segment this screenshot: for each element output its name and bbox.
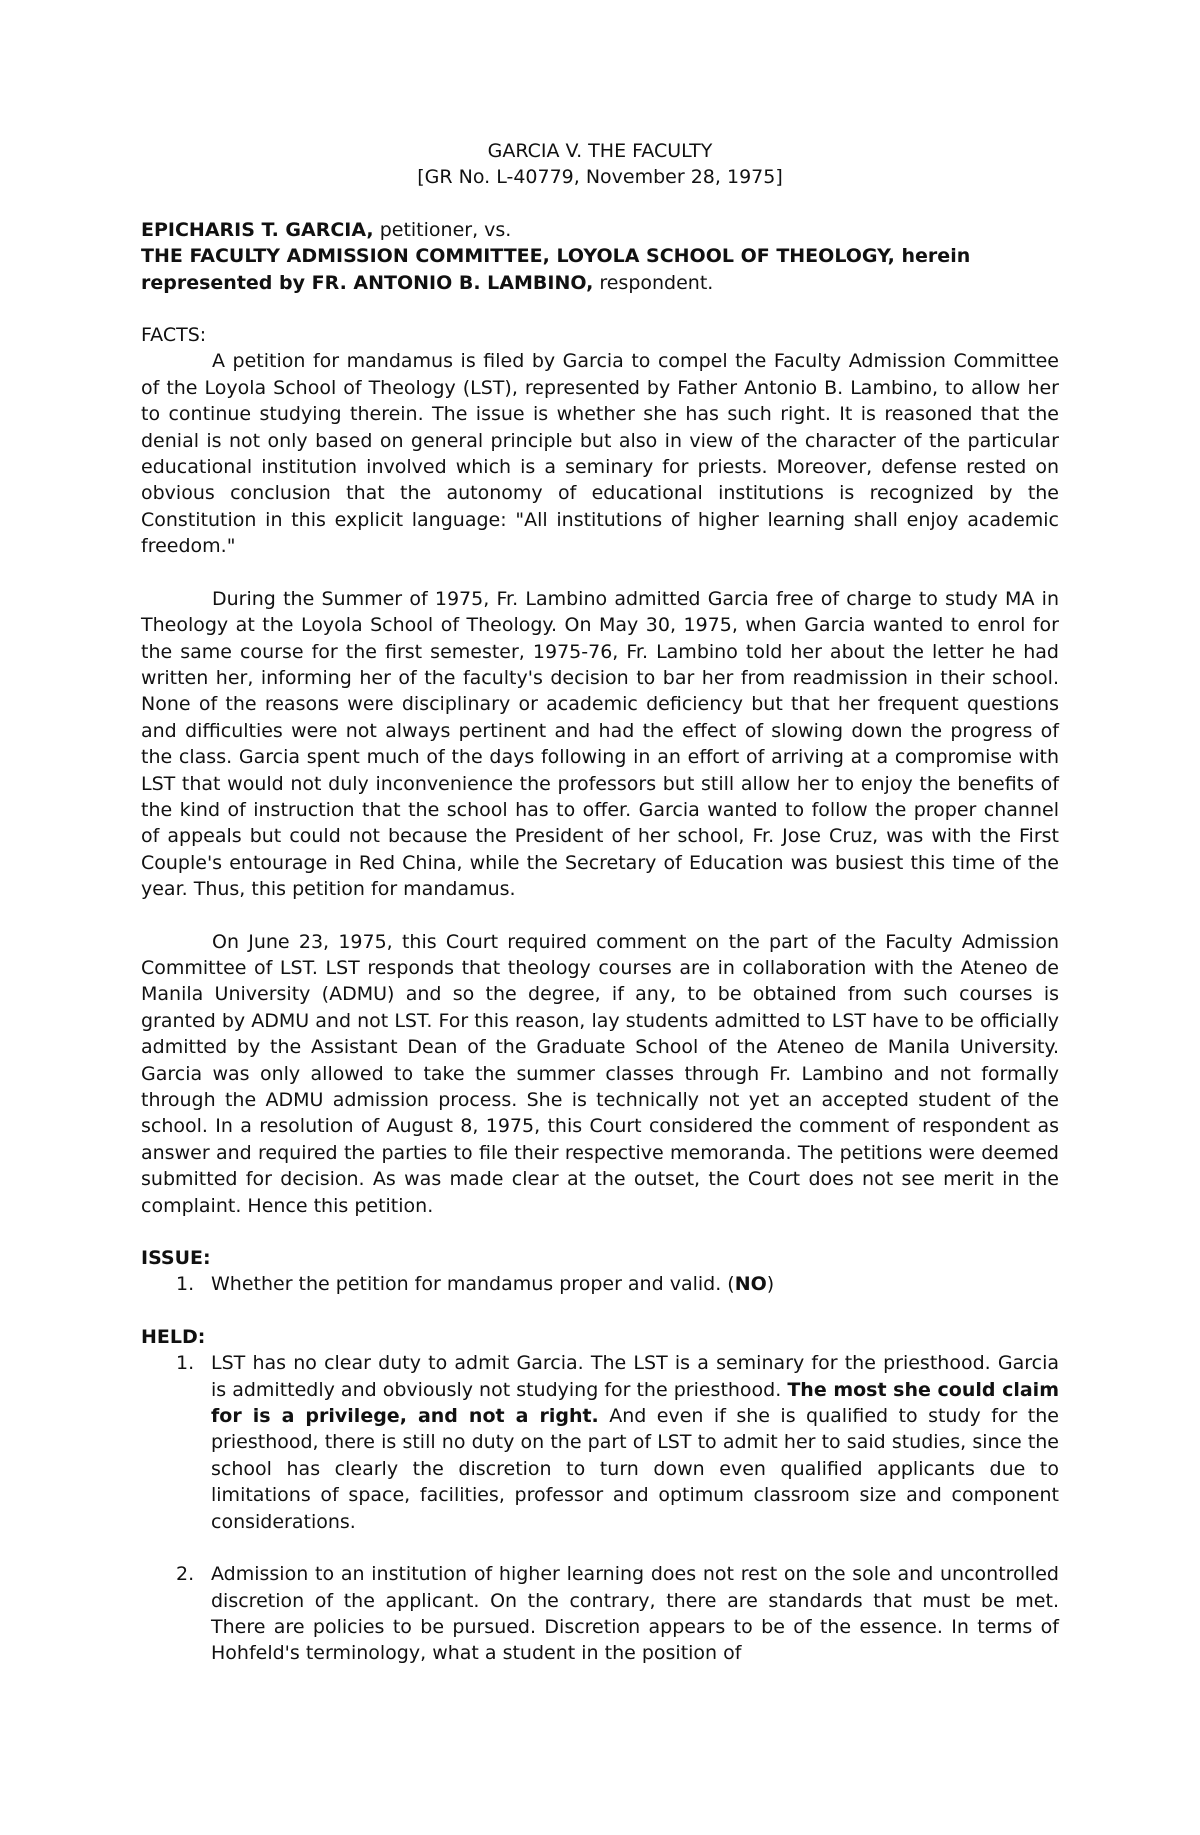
facts-heading: FACTS: <box>141 324 207 347</box>
held-number-1: 1. <box>176 1352 195 1375</box>
parties-block <box>141 217 1059 296</box>
held-text-2: Admission to an institution of higher learning does not rest on the sole and uncontrolled discretion of the applicant. On the contrary, there are standards that must be met. There are policies to be pursued. Discretion appears to be of the essence. In terms of Hohfeld's terminology, what a student in the position of <box>211 1563 1059 1665</box>
held-list <box>141 1350 1059 1666</box>
issue-list <box>141 1271 1059 1297</box>
issue-number: 1. <box>176 1273 195 1296</box>
facts-paragraph-1: A petition for mandamus is filed by Garcia to compel the Faculty Admission Committee of the Loyola School of Theology (LST), represented by Father Antonio B. Lambino, to allow her to continue studying therein. The issue is whether she has such right. It is reasoned that the denial is not only based on general principle but also in view of the character of the particular educational institution involved which is a seminary for priests. Moreover, defense rested on obvious conclusion that the autonomy of educational institutions is recognized by the Constitution in this explicit language: "All institutions of higher learning shall enjoy academic freedom." <box>141 350 1059 558</box>
petitioner-name: EPICHARIS T. GARCIA, <box>141 218 374 241</box>
petitioner-role: petitioner, vs. <box>373 218 512 241</box>
issue-text: Whether the petition for mandamus proper and valid. ( <box>211 1273 735 1296</box>
issue-answer: NO <box>734 1273 767 1296</box>
list-item <box>141 1561 1059 1667</box>
held-text-1a: LST has no clear duty to admit Garcia. The LST is a seminary for the priesthood. Garcia is admittedly and obviously not studying for the priesthood. <box>211 1352 1059 1401</box>
case-citation: [GR No. L-40779, November 28, 1975] <box>417 166 783 189</box>
held-text-1-bold: The most she could claim for is a privilege, and not a right. <box>211 1378 1059 1428</box>
held-heading: HELD: <box>141 1325 206 1348</box>
case-header <box>141 138 1059 191</box>
respondent-role: respondent. <box>593 271 714 294</box>
respondent-line <box>141 243 1059 296</box>
petitioner-line <box>141 217 1059 243</box>
facts-paragraph-2: During the Summer of 1975, Fr. Lambino admitted Garcia free of charge to study MA in Theology at the Loyola School of Theology. On May 30, 1975, when Garcia wanted to enrol for the same course for the first semester, 1975-76, Fr. Lambino told her about the letter he had written her, informing her of the faculty's decision to bar her from readmission in their school. None of the reasons were disciplinary or academic deficiency but that her frequent questions and difficulties were not always pertinent and had the effect of slowing down the progress of the class. Garcia spent much of the days following in an effort of arriving at a compromise with LST that would not duly inconvenience the professors but still allow her to enjoy the benefits of the kind of instruction that the school has to offer. Garcia wanted to follow the proper channel of appeals but could not because the President of her school, Fr. Jose Cruz, was with the First Couple's entourage in Red China, while the Secretary of Education was busiest this time of the year. Thus, this petition for mandamus. <box>141 587 1059 901</box>
list-item <box>141 1350 1059 1535</box>
held-number-2: 2. <box>176 1563 195 1586</box>
held-text-1b: And even if she is qualified to study for the priesthood, there is still no duty on the part of LST to admit her to said studies, since the school has clearly the discretion to turn down even qualified applicants due to limitations of space, facilities, professor and optimum classroom size and component considerations. <box>211 1405 1059 1533</box>
document-page <box>141 138 1059 1667</box>
list-spacer <box>141 1535 1059 1561</box>
issue-heading: ISSUE: <box>141 1247 211 1270</box>
case-title: GARCIA V. THE FACULTY <box>487 140 713 162</box>
issue-text-end: ) <box>766 1273 775 1296</box>
respondent-name: THE FACULTY ADMISSION COMMITTEE, LOYOLA SCHOOL OF THEOLOGY, herein represented by FR. ANTONIO B. LAMBINO, <box>141 245 971 294</box>
facts-paragraph-3: On June 23, 1975, this Court required comment on the part of the Faculty Admission Committee of LST. LST responds that theology courses are in collaboration with the Ateneo de Manila University (ADMU) and so the degree, if any, to be obtained from such courses is granted by ADMU and not LST. For this reason, lay students admitted to LST have to be officially admitted by the Assistant Dean of the Graduate School of the Ateneo de Manila University. Garcia was only allowed to take the summer classes through Fr. Lambino and not formally through the ADMU admission process. She is technically not yet an accepted student of the school. In a resolution of August 8, 1975, this Court considered the comment of respondent as answer and required the parties to file their respective memoranda. The petitions were deemed submitted for decision. As was made clear at the outset, the Court does not see merit in the complaint. Hence this petition. <box>141 930 1059 1217</box>
list-item <box>141 1271 1059 1297</box>
